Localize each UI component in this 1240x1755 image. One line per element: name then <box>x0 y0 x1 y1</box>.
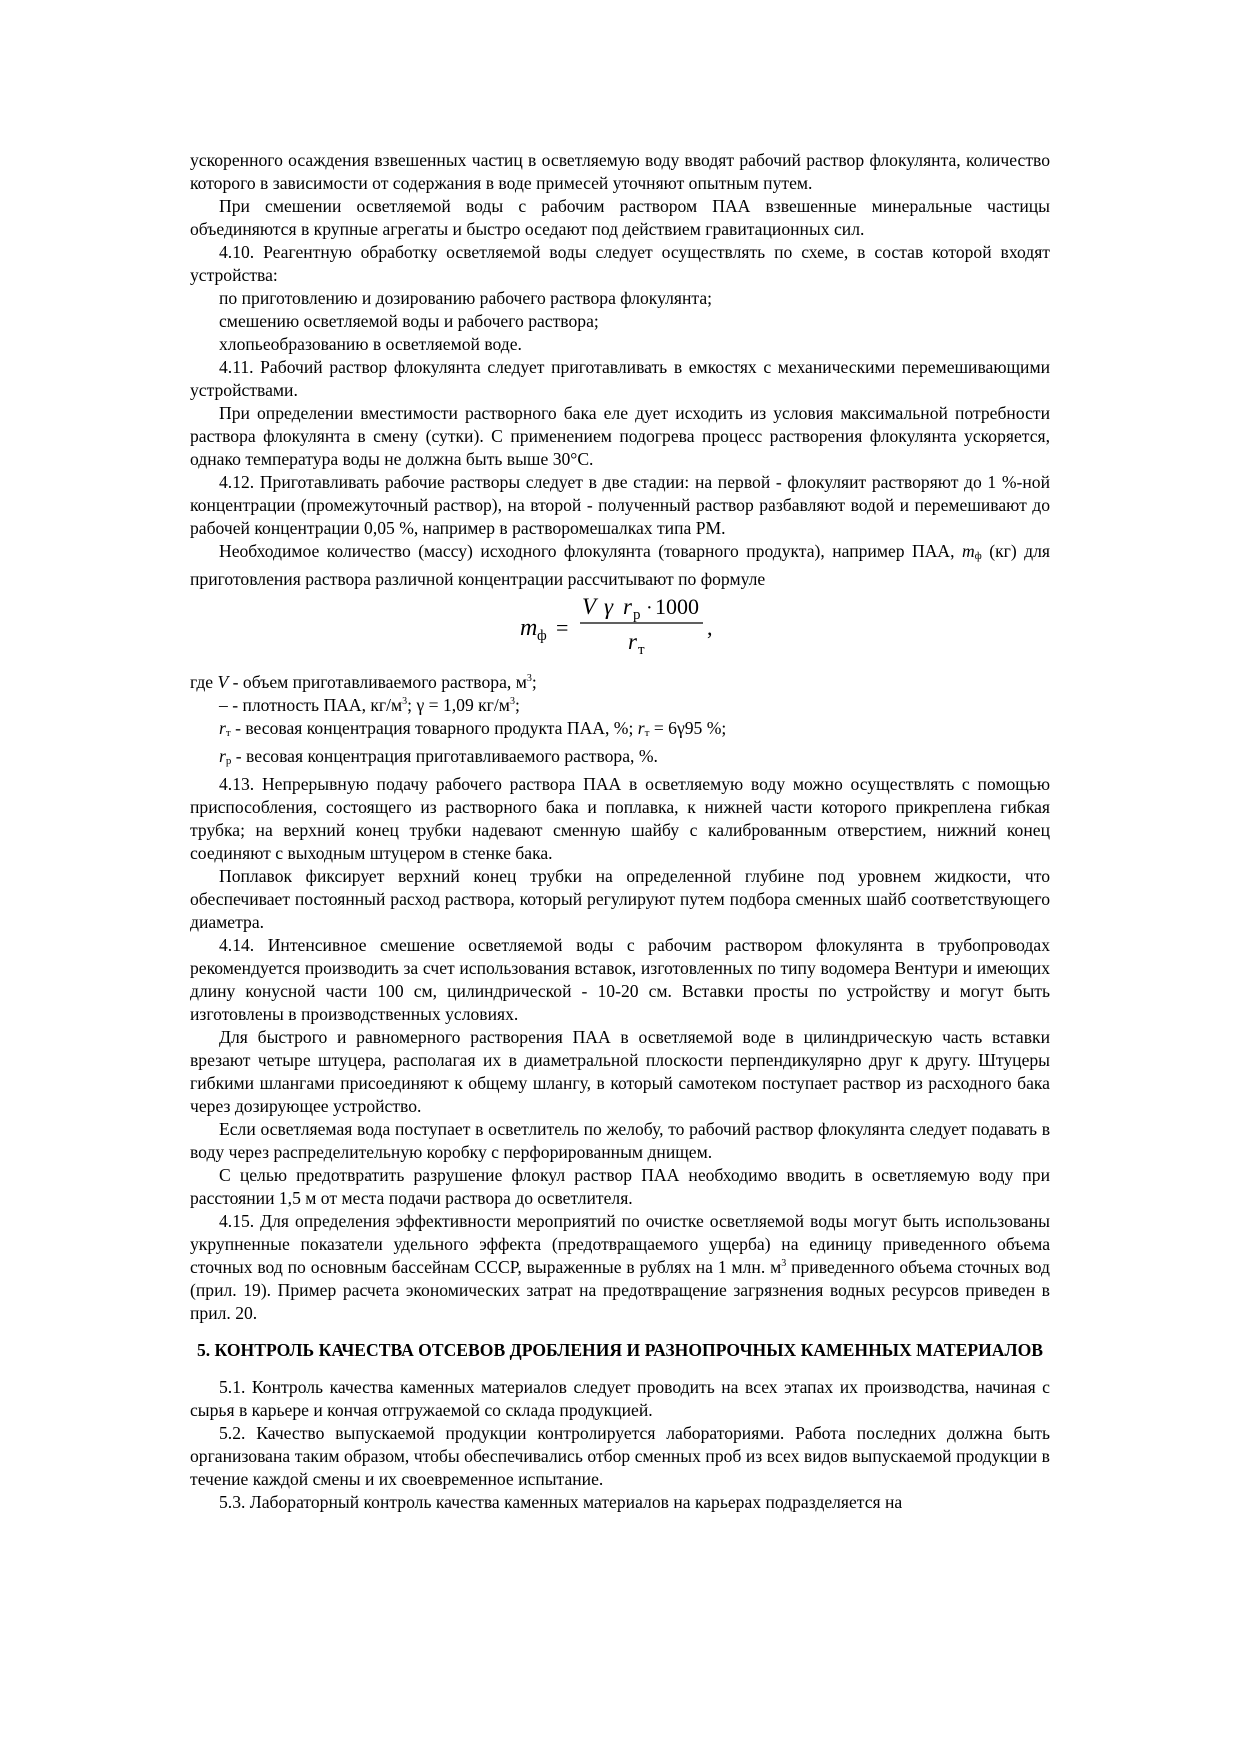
text-run: приведенного объема сточных вод (прил. 19). Пример расчета экономических затрат на предотвращение загрязнения водных ресурсов приведен в прил. 20. <box>190 1257 1050 1323</box>
text-run: ; <box>531 672 537 692</box>
paragraph <box>190 745 1050 773</box>
superscript: 3 <box>526 673 532 684</box>
paragraph: 4.10. Реагентную обработку осветляемой воды следует осуществлять по схеме, в состав которой входят устройства: <box>190 242 1050 285</box>
formula-num-dot: · <box>646 597 653 619</box>
paragraph: 4.14. Интенсивное смешение осветляемой воды с рабочим раствором флокулянта в трубопроводах рекомендуется производить за счет использования вставок, изготовленных по типу водомера Вентури и имеющих длину конусной части 100 см, цилиндрической - 10-20 см. Вставки просты по устройству и могут быть изготовлены в производственных условиях. <box>190 935 1050 1024</box>
superscript: 3 <box>402 696 408 707</box>
text-run: = 6γ95 %; <box>649 718 727 738</box>
paragraph: ускоренного осаждения взвешенных частиц в осветляемую воду вводят рабочий раствор флокулянта, количество которого в зависимости от содержания в воде примесей уточняют опытным путем. <box>190 150 1050 193</box>
paragraph: Поплавок фиксирует верхний конец трубки на определенной глубине под уровнем жидкости, что обеспечивает постоянный расход раствора, который регулируют путем подбора сменных шайб соответствующего диаметра. <box>190 866 1050 932</box>
paragraph: Если осветляемая вода поступает в осветлитель по желобу, то рабочий раствор флокулянта следует подавать в воду через распределительную коробку с перфорированным днищем. <box>190 1119 1050 1162</box>
formula-svg <box>520 591 720 671</box>
formula-den-r: r <box>628 629 637 654</box>
subscript: т <box>644 727 650 739</box>
text-run: Необходимое количество (массу) исходного флокулянта (товарного продукта), например ПАА, <box>219 541 962 561</box>
paragraph: 5.2. Качество выпускаемой продукции контролируется лабораториями. Работа последних должна быть организована таким образом, чтобы обеспечивались отбор сменных проб из всех видов выпускаемой продукции в течение каждой смены и их своевременное испытание. <box>190 1423 1050 1489</box>
formula-num-const: 1000 <box>655 594 699 619</box>
text-run: - объем приготавливаемого раствора, м <box>228 672 527 692</box>
subscript: ф <box>974 550 982 562</box>
text-run: – - плотность ПАА, кг/м <box>219 695 403 715</box>
formula-lhs: m <box>520 615 538 641</box>
subscript: т <box>225 727 231 739</box>
paragraph: 4.12. Приготавливать рабочие растворы следует в две стадии: на первой - флокуляит растворяют до 1 %-ной концентрации (промежуточный раствор), на второй - полученный раствор разбавляют водой и перемешивают до рабочей концентрации 0,05 %, например в растворомешалках типа РМ. <box>190 472 1050 538</box>
paragraph: 4.11. Рабочий раствор флокулянта следует приготавливать в емкостях с механическими перемешивающими устройствами. <box>190 357 1050 400</box>
text-run: (кг) для приготовления раствора различной концентрации рассчитывают по формуле <box>190 541 1050 589</box>
paragraph: Для быстрого и равномерного растворения ПАА в осветляемой воде в цилиндрическую часть вставки врезают четыре штуцера, располагая их в диаметральной плоскости перпендикулярно друг к другу. Штуцеры гибкими шлангами присоединяют к общему шлангу, в который самотеком поступает раствор из расходного бака через дозирующее устройство. <box>190 1027 1050 1116</box>
formula-den-r-sub: т <box>638 642 645 658</box>
superscript: 3 <box>509 696 515 707</box>
paragraph <box>190 1210 1050 1325</box>
paragraph: 4.13. Непрерывную подачу рабочего раствора ПАА в осветляемую воду можно осуществлять с помощью приспособления, состоящего из растворного бака и поплавка, к нижней части которого прикреплена гибкая трубка; на верхний конец трубки надевают сменную шайбу с калиброванным отверстием, нижний конец соединяют с выходным штуцером в стенке бака. <box>190 774 1050 863</box>
text-run: 4.15. Для определения эффективности мероприятий по очистке осветляемой воды могут быть использованы укрупненные показатели удельного эффекта (предотвращаемого ущерба) на единицу приведенного объема сточных вод по основным бассейнам СССР, выраженные в рублях на 1 млн. м <box>190 1211 1050 1277</box>
formula-num-gamma: γ <box>604 594 614 619</box>
subscript: р <box>225 755 232 767</box>
text-run: - весовая концентрация приготавливаемого раствора, %. <box>231 746 658 766</box>
text-run: где <box>190 672 218 692</box>
symbol-r: r <box>219 718 226 738</box>
text-run: - весовая концентрация товарного продукта ПАА, %; <box>230 718 638 738</box>
formula-num-r: r <box>623 594 632 619</box>
superscript: 3 <box>781 1258 787 1269</box>
paragraph <box>190 694 1050 717</box>
paragraph <box>190 540 1050 591</box>
paragraph: 5.1. Контроль качества каменных материалов следует проводить на всех этапах их производства, начиная с сырья в карьере и кончая отгружаемой со склада продукцией. <box>190 1377 1050 1420</box>
paragraph: При смешении осветляемой воды с рабочим раствором ПАА взвешенные минеральные частицы объединяются в крупные агрегаты и быстро оседают под действием гравитационных сил. <box>190 196 1050 239</box>
formula <box>190 591 1050 671</box>
section-heading: 5. КОНТРОЛЬ КАЧЕСТВА ОТСЕВОВ ДРОБЛЕНИЯ И РАЗНОПРОЧНЫХ КАМЕННЫХ МАТЕРИАЛОВ <box>196 1340 1044 1360</box>
symbol-v: V <box>217 672 229 692</box>
list-item: смешению осветляемой воды и рабочего раствора; <box>219 311 599 331</box>
paragraph <box>190 671 1050 694</box>
text-run: ; γ = 1,09 кг/м <box>407 695 510 715</box>
paragraph <box>190 717 1050 745</box>
formula-lhs-sub: ф <box>537 628 547 644</box>
symbol-r: r <box>637 718 645 738</box>
formula-comma: , <box>707 615 713 640</box>
list-item: по приготовлению и дозированию рабочего раствора флокулянта; <box>219 288 713 308</box>
paragraph: 5.3. Лабораторный контроль качества каменных материалов на карьерах подразделяется на <box>219 1492 903 1512</box>
symbol-m: m <box>961 541 975 561</box>
symbol-r: r <box>219 746 226 766</box>
list-item: хлопьеобразованию в осветляемой воде. <box>219 334 522 354</box>
paragraph: С целью предотвратить разрушение флокул раствор ПАА необходимо вводить в осветляемую воду при расстоянии 1,5 м от места подачи раствора до осветлителя. <box>190 1165 1050 1208</box>
document-page <box>190 149 1050 1514</box>
formula-num-r-sub: р <box>633 607 641 623</box>
formula-eq: = <box>556 615 569 640</box>
paragraph: При определении вместимости растворного бака еле дует исходить из условия максимальной потребности раствора флокулянта в смену (сутки). С применением подогрева процесс растворения флокулянта ускоряется, однако температура воды не должна быть выше 30°С. <box>190 403 1050 469</box>
text-run: ; <box>514 695 520 715</box>
formula-num-v: V <box>582 594 597 619</box>
